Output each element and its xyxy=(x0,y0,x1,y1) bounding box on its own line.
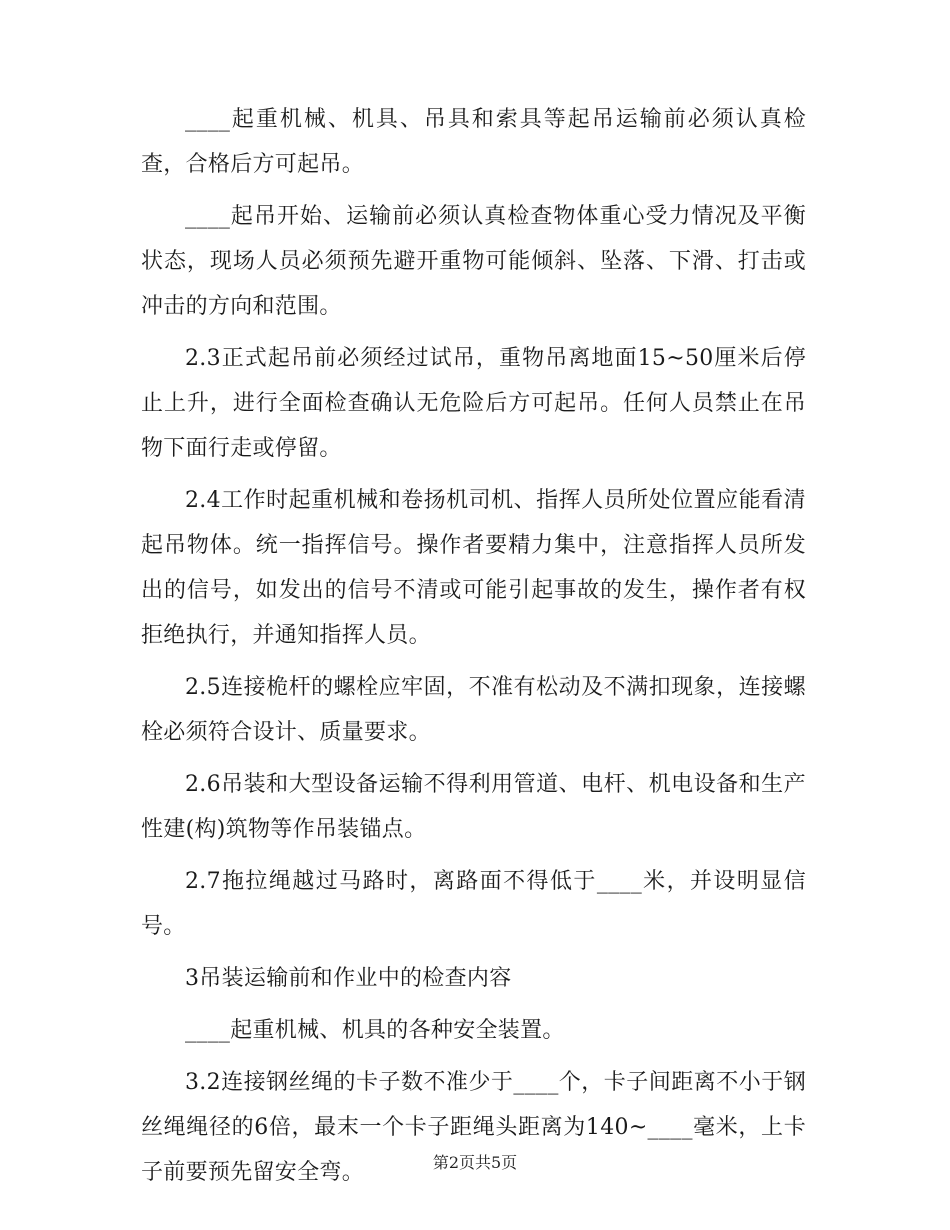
paragraph-2: ____起吊开始、运输前必须认真检查物体重心受力情况及平衡状态，现场人员必须预先避开重物可能倾斜、坠落、下滑、打击或冲击的方向和范围。 xyxy=(141,204,806,319)
section-heading: 3吊装运输前和作业中的检查内容 xyxy=(185,966,512,991)
paragraph-3: 2.3正式起吊前必须经过试吊，重物吊离地面15~50厘米后停止上升，进行全面检查确认无危险后方可起吊。任何人员禁止在吊物下面行走或停留。 xyxy=(141,346,806,461)
paragraph-9: ____起重机械、机具的各种安全装置。 xyxy=(185,1018,565,1043)
paragraph-10: 3.2连接钢丝绳的卡子数不准少于____个，卡子间距离不小于钢丝绳绳径的6倍，最末一个卡子距绳头距离为140~____毫米，上卡子前要预先留安全弯。 xyxy=(141,1070,806,1185)
paragraph-7: 2.7拖拉绳越过马路时，离路面不得低于____米，并设明显信号。 xyxy=(141,869,806,939)
paragraph-6: 2.6吊装和大型设备运输不得利用管道、电杆、机电设备和生产性建(构)筑物等作吊装锚点。 xyxy=(141,772,806,842)
paragraph-5: 2.5连接桅杆的螺栓应牢固，不准有松动及不满扣现象，连接螺栓必须符合设计、质量要求。 xyxy=(141,675,806,745)
paragraph-4: 2.4工作时起重机械和卷扬机司机、指挥人员所处位置应能看清起吊物体。统一指挥信号。操作者要精力集中，注意指挥人员所发出的信号，如发出的信号不清或可能引起事故的发生，操作者有权拒绝执行，并通知指挥人员。 xyxy=(141,488,806,648)
paragraph-1: ____起重机械、机具、吊具和索具等起吊运输前必须认真检查，合格后方可起吊。 xyxy=(141,107,806,177)
page-number: 第2页共5页 xyxy=(432,1153,518,1172)
document-body xyxy=(141,97,806,1202)
